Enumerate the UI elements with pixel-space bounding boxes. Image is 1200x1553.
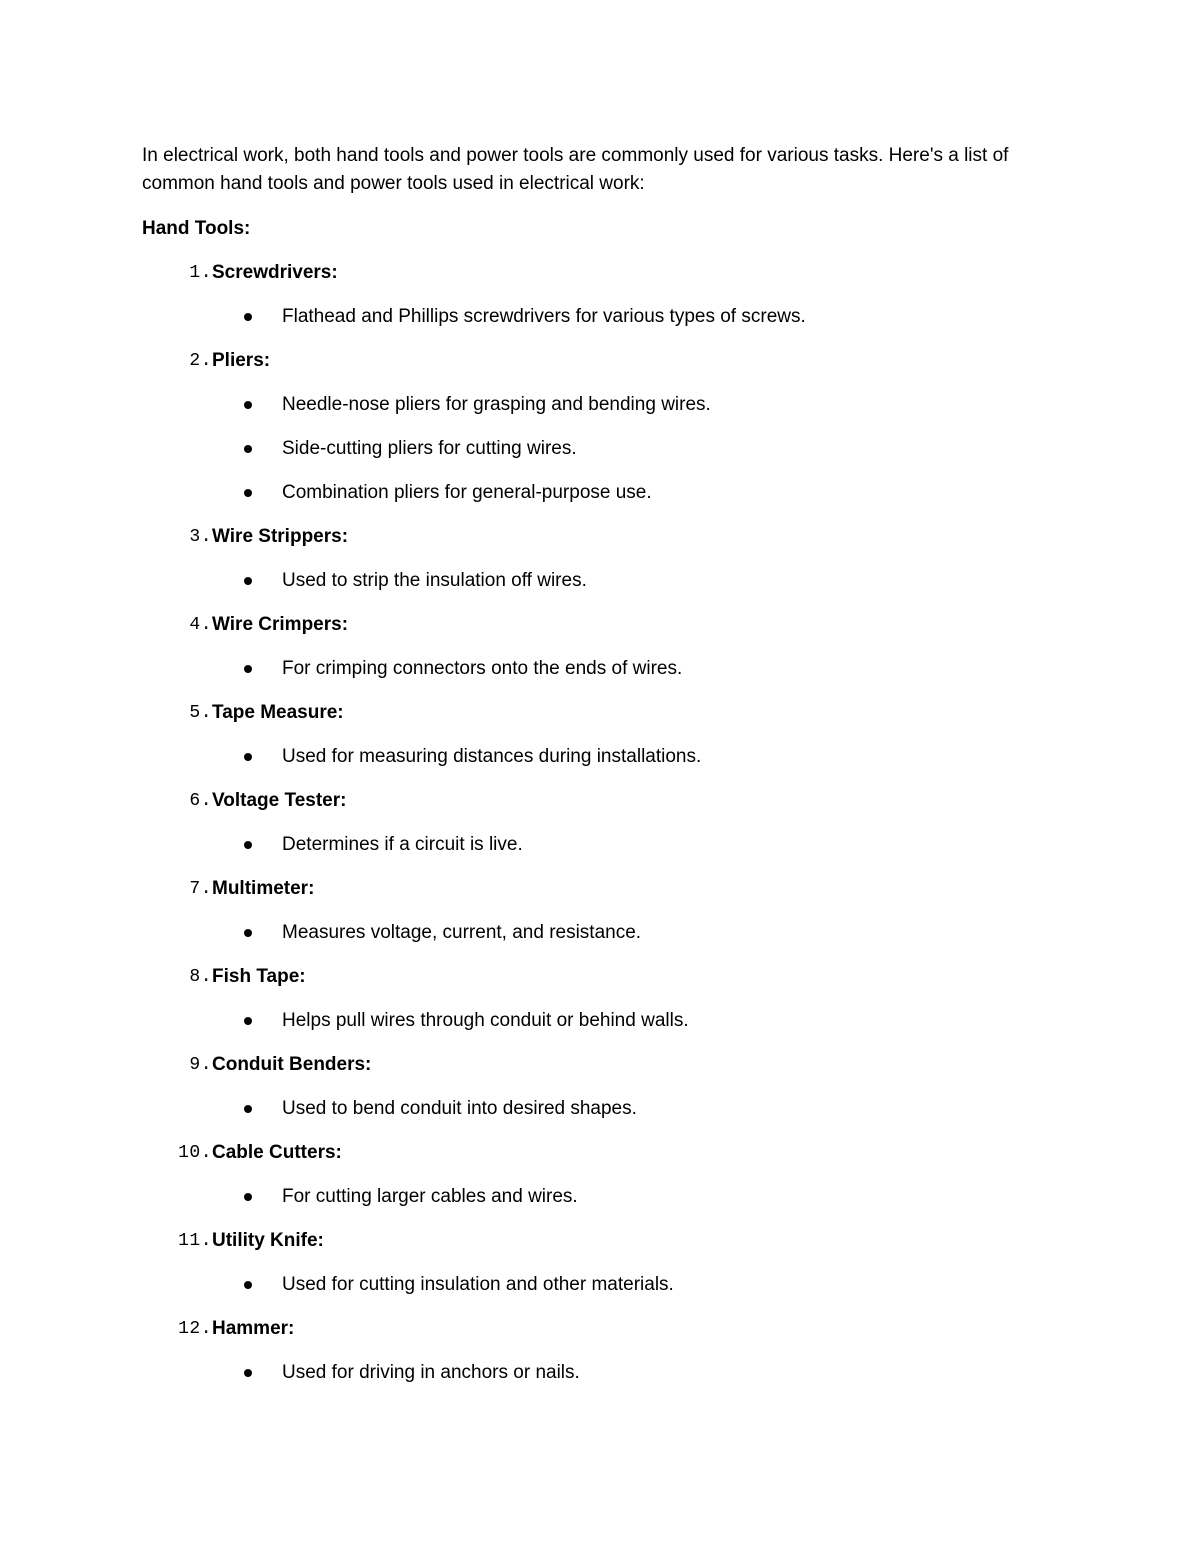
tool-heading xyxy=(142,611,1072,639)
tool-description-item xyxy=(142,919,1072,947)
tool-description-text: Side-cutting pliers for cutting wires. xyxy=(282,438,577,459)
tool-name: Multimeter: xyxy=(212,878,315,899)
tool-description-list xyxy=(142,743,1072,771)
tool-number-text: 10. xyxy=(178,1143,212,1163)
tool-description-item xyxy=(142,391,1072,419)
tool-description-text: For cutting larger cables and wires. xyxy=(282,1186,578,1207)
bullet-dot-icon xyxy=(244,445,252,453)
bullet-dot-icon xyxy=(244,665,252,673)
tool-number-text: 2. xyxy=(189,351,212,371)
bullet-dot-icon xyxy=(244,1281,252,1289)
bullet-dot-icon xyxy=(244,1193,252,1201)
tool-item xyxy=(142,347,1072,507)
tool-name: Voltage Tester: xyxy=(212,790,347,811)
tool-name: Hammer: xyxy=(212,1318,295,1339)
bullet-marker xyxy=(142,655,282,683)
tool-number-text: 4. xyxy=(189,615,212,635)
tool-number-text: 7. xyxy=(189,879,212,899)
tool-heading xyxy=(142,259,1072,287)
tool-description-item xyxy=(142,831,1072,859)
bullet-dot-icon xyxy=(244,577,252,585)
bullet-dot-icon xyxy=(244,753,252,761)
section-heading: Hand Tools: xyxy=(142,218,251,239)
tool-description-text: Measures voltage, current, and resistance. xyxy=(282,922,642,943)
tool-description-list xyxy=(142,1271,1072,1299)
tool-number-text: 11. xyxy=(178,1231,212,1251)
intro-paragraph: In electrical work, both hand tools and power tools are commonly used for various tasks. Here's a list of common hand tools and power tools used in electrical work: xyxy=(142,145,1009,194)
bullet-dot-icon xyxy=(244,1105,252,1113)
tool-number xyxy=(142,875,212,903)
tool-description-item xyxy=(142,435,1072,463)
tool-name: Pliers: xyxy=(212,350,271,371)
tool-number-text: 12. xyxy=(178,1319,212,1339)
tools-list xyxy=(142,259,1072,1403)
bullet-dot-icon xyxy=(244,841,252,849)
tool-description-text: Needle-nose pliers for grasping and bending wires. xyxy=(282,394,711,415)
tool-name: Wire Crimpers: xyxy=(212,614,349,635)
tool-description-text: Combination pliers for general-purpose use. xyxy=(282,482,652,503)
tool-description-item xyxy=(142,1007,1072,1035)
tool-description-list xyxy=(142,1183,1072,1211)
bullet-dot-icon xyxy=(244,313,252,321)
bullet-marker xyxy=(142,567,282,595)
tool-number-text: 3. xyxy=(189,527,212,547)
tool-number xyxy=(142,1051,212,1079)
tool-number-text: 5. xyxy=(189,703,212,723)
tool-description-item xyxy=(142,1359,1072,1387)
tool-name: Conduit Benders: xyxy=(212,1054,372,1075)
tool-number-text: 8. xyxy=(189,967,212,987)
tool-number xyxy=(142,1315,212,1343)
tool-heading xyxy=(142,523,1072,551)
tool-heading xyxy=(142,347,1072,375)
tool-item xyxy=(142,1227,1072,1299)
tool-name: Tape Measure: xyxy=(212,702,344,723)
tool-number xyxy=(142,699,212,727)
tool-number xyxy=(142,347,212,375)
tool-item xyxy=(142,259,1072,331)
tool-description-list xyxy=(142,1095,1072,1123)
tool-name: Utility Knife: xyxy=(212,1230,324,1251)
bullet-marker xyxy=(142,743,282,771)
bullet-marker xyxy=(142,479,282,507)
tool-heading xyxy=(142,1227,1072,1255)
tool-heading xyxy=(142,1139,1072,1167)
tool-item xyxy=(142,963,1072,1035)
tool-description-text: Flathead and Phillips screwdrivers for various types of screws. xyxy=(282,306,806,327)
tool-item xyxy=(142,523,1072,595)
tool-item xyxy=(142,787,1072,859)
tool-number xyxy=(142,523,212,551)
tool-number xyxy=(142,1139,212,1167)
tool-description-text: Used for driving in anchors or nails. xyxy=(282,1362,580,1383)
bullet-marker xyxy=(142,1095,282,1123)
bullet-marker xyxy=(142,435,282,463)
tool-description-text: For crimping connectors onto the ends of wires. xyxy=(282,658,683,679)
tool-number xyxy=(142,1227,212,1255)
tool-name: Screwdrivers: xyxy=(212,262,338,283)
bullet-marker xyxy=(142,1359,282,1387)
tool-item xyxy=(142,699,1072,771)
tool-description-list xyxy=(142,1007,1072,1035)
tool-description-list xyxy=(142,1359,1072,1387)
bullet-dot-icon xyxy=(244,929,252,937)
tool-item xyxy=(142,875,1072,947)
tool-number xyxy=(142,787,212,815)
tool-number-text: 9. xyxy=(189,1055,212,1075)
tool-description-text: Used to strip the insulation off wires. xyxy=(282,570,587,591)
tool-description-item xyxy=(142,479,1072,507)
bullet-dot-icon xyxy=(244,489,252,497)
tool-item xyxy=(142,611,1072,683)
tool-heading xyxy=(142,875,1072,903)
bullet-dot-icon xyxy=(244,1369,252,1377)
tool-item xyxy=(142,1315,1072,1387)
tool-description-item xyxy=(142,655,1072,683)
tool-number xyxy=(142,611,212,639)
bullet-marker xyxy=(142,919,282,947)
tool-name: Cable Cutters: xyxy=(212,1142,342,1163)
tool-name: Fish Tape: xyxy=(212,966,306,987)
tool-description-item xyxy=(142,743,1072,771)
bullet-marker xyxy=(142,1271,282,1299)
tool-description-text: Determines if a circuit is live. xyxy=(282,834,523,855)
tool-description-text: Helps pull wires through conduit or behind walls. xyxy=(282,1010,689,1031)
tool-description-text: Used to bend conduit into desired shapes. xyxy=(282,1098,637,1119)
tool-description-list xyxy=(142,831,1072,859)
tool-number xyxy=(142,259,212,287)
tool-description-list xyxy=(142,567,1072,595)
tool-description-list xyxy=(142,919,1072,947)
tool-description-text: Used for measuring distances during installations. xyxy=(282,746,702,767)
bullet-marker xyxy=(142,1183,282,1211)
tool-description-list xyxy=(142,391,1072,507)
tool-number-text: 6. xyxy=(189,791,212,811)
tool-description-list xyxy=(142,655,1072,683)
tool-description-item xyxy=(142,1095,1072,1123)
tool-heading xyxy=(142,963,1072,991)
tool-number xyxy=(142,963,212,991)
tool-description-item xyxy=(142,1183,1072,1211)
bullet-dot-icon xyxy=(244,401,252,409)
tool-name: Wire Strippers: xyxy=(212,526,349,547)
bullet-marker xyxy=(142,303,282,331)
bullet-dot-icon xyxy=(244,1017,252,1025)
tool-item xyxy=(142,1139,1072,1211)
tool-description-list xyxy=(142,303,1072,331)
tool-heading xyxy=(142,1315,1072,1343)
tool-description-item xyxy=(142,567,1072,595)
tool-heading xyxy=(142,1051,1072,1079)
bullet-marker xyxy=(142,831,282,859)
tool-heading xyxy=(142,699,1072,727)
bullet-marker xyxy=(142,1007,282,1035)
tool-description-text: Used for cutting insulation and other materials. xyxy=(282,1274,674,1295)
tool-heading xyxy=(142,787,1072,815)
tool-number-text: 1. xyxy=(189,263,212,283)
bullet-marker xyxy=(142,391,282,419)
tool-description-item xyxy=(142,1271,1072,1299)
tool-description-item xyxy=(142,303,1072,331)
tool-item xyxy=(142,1051,1072,1123)
